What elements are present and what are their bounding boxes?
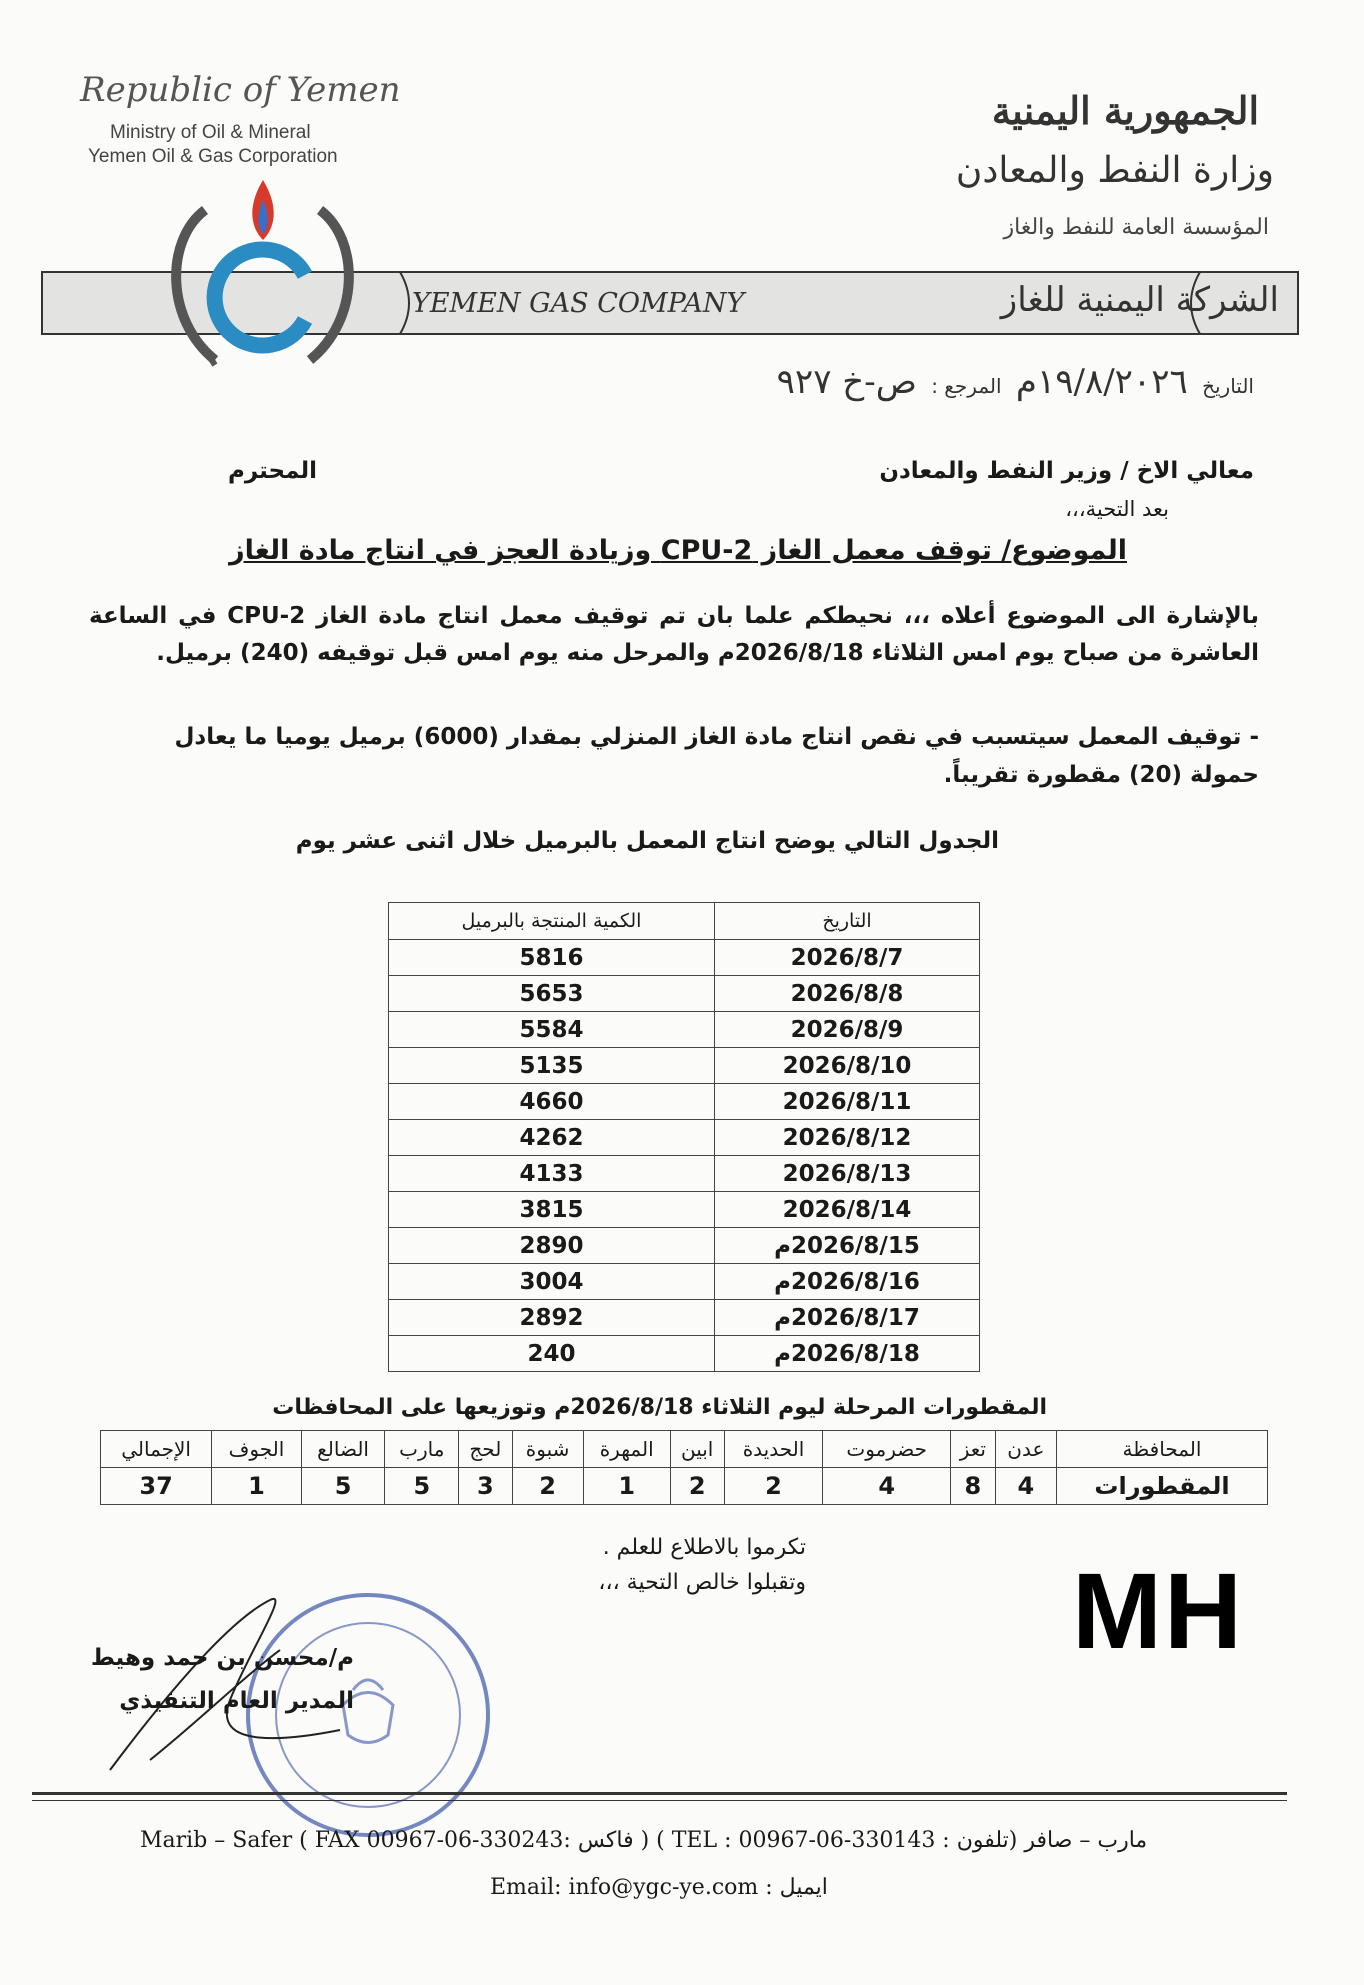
dist-header-cell: المحافظة (1056, 1431, 1267, 1468)
dist-header-cell: الجوف (212, 1431, 302, 1468)
subject-line: الموضوع/ توقف معمل الغاز CPU-2 وزيادة العجز في انتاج مادة الغاز (229, 535, 1127, 566)
row-date: 2026/8/12 (715, 1120, 980, 1156)
row-quantity: 3815 (389, 1192, 715, 1228)
table-row (389, 1300, 980, 1336)
bullet-mark: - (1249, 724, 1259, 750)
republic-script: Republic of Yemen (80, 70, 401, 110)
date-value: ١٩/٨/٢٠٢٦م (1015, 362, 1188, 402)
table-row (389, 1120, 980, 1156)
distribution-table (100, 1430, 1268, 1505)
table-row (389, 976, 980, 1012)
dist-value-cell: 3 (459, 1468, 512, 1505)
dist-value-cell: 5 (385, 1468, 459, 1505)
corporation-name-en: Yemen Oil & Gas Corporation (88, 146, 338, 167)
dist-value-cell: 2 (512, 1468, 583, 1505)
dist-header-cell: حضرموت (823, 1431, 951, 1468)
watermark-initials: MH (1072, 1550, 1244, 1671)
company-name-en: YEMEN GAS COMPANY (412, 288, 745, 319)
dist-value-cell: 4 (823, 1468, 951, 1505)
row-date: 2026/8/13 (715, 1156, 980, 1192)
reference-label: المرجع : (931, 374, 1002, 398)
signer-name: م/محسن بن حمد وهيط (90, 1645, 354, 1671)
row-quantity: 5653 (389, 976, 715, 1012)
dist-header-cell: الحديدة (724, 1431, 823, 1468)
row-quantity: 3004 (389, 1264, 715, 1300)
dist-value-cell: 8 (951, 1468, 996, 1505)
row-quantity: 5584 (389, 1012, 715, 1048)
dist-value-cell: 1 (212, 1468, 302, 1505)
table-row (389, 1228, 980, 1264)
footer-rule-thin (32, 1800, 1287, 1801)
row-quantity: 4660 (389, 1084, 715, 1120)
row-quantity: 4133 (389, 1156, 715, 1192)
production-table-header (389, 903, 980, 940)
row-quantity: 2892 (389, 1300, 715, 1336)
row-quantity: 5135 (389, 1048, 715, 1084)
dist-value-cell: 2 (724, 1468, 823, 1505)
row-date: 2026/8/18م (715, 1336, 980, 1372)
dist-value-cell: 37 (101, 1468, 212, 1505)
dist-value-cell: 5 (301, 1468, 385, 1505)
row-date: 2026/8/15م (715, 1228, 980, 1264)
footer-contact: Marib – Safer ( FAX 00967-06-330243: فاكس ) ( TEL : 00967-06-330143 : تلفون) مارب – صافر (140, 1828, 1148, 1853)
dist-value-cell: 1 (583, 1468, 670, 1505)
row-quantity: 2890 (389, 1228, 715, 1264)
dist-header-cell: ابين (670, 1431, 724, 1468)
ygc-logo (145, 170, 365, 380)
production-table (388, 902, 980, 1372)
dist-value-cell: 4 (995, 1468, 1056, 1505)
footer-rule (32, 1792, 1287, 1795)
dist-header-cell: لحج (459, 1431, 512, 1468)
dist-header-cell: مارب (385, 1431, 459, 1468)
closing-line-2: وتقبلوا خالص التحية ،،، (598, 1570, 806, 1595)
table-row (389, 1264, 980, 1300)
table-row (389, 1084, 980, 1120)
dist-value-cell: المقطورات (1056, 1468, 1267, 1505)
row-date: 2026/8/8 (715, 976, 980, 1012)
distribution-header-row (101, 1431, 1268, 1468)
bullet-text: توقيف المعمل سيتسبب في نقص انتاج مادة الغاز المنزلي بمقدار (6000) برميل يوميا ما يعادل حمولة (20) مقطورة تقريباً. (174, 724, 1259, 788)
row-date: 2026/8/9 (715, 1012, 980, 1048)
row-date: 2026/8/17م (715, 1300, 980, 1336)
body-paragraph: بالإشارة الى الموضوع أعلاه ،،، نحيطكم علما بان تم توقيف معمل انتاج مادة الغاز CPU-2 في الساعة العاشرة من صباح يوم امس الثلاثاء 2026/8/18م والمرحل منه يوم امس قبل توقيفه (240) برميل. (89, 603, 1259, 666)
date-reference-line (769, 362, 1254, 402)
table-row (389, 1048, 980, 1084)
signer-title: المدير العام التنفيذي (119, 1688, 354, 1714)
dist-header-cell: المهرة (583, 1431, 670, 1468)
footer-email: Email: info@ygc-ye.com : ايميل (490, 1875, 828, 1900)
row-date: 2026/8/11 (715, 1084, 980, 1120)
reference-value: ص-خ ٩٢٧ (776, 362, 917, 402)
table-row (389, 1012, 980, 1048)
header-quantity: الكمية المنتجة بالبرميل (389, 903, 715, 940)
republic-name-ar: الجمهورية اليمنية (991, 88, 1259, 133)
row-date: 2026/8/16م (715, 1264, 980, 1300)
production-table-caption: الجدول التالي يوضح انتاج المعمل بالبرميل خلال اثنى عشر يوم (295, 828, 999, 854)
respect-word: المحترم (228, 458, 318, 484)
dist-value-cell: 2 (670, 1468, 724, 1505)
row-quantity: 5816 (389, 940, 715, 976)
table-row (389, 1192, 980, 1228)
row-date: 2026/8/10 (715, 1048, 980, 1084)
dist-header-cell: شبوة (512, 1431, 583, 1468)
corporation-name-ar: المؤسسة العامة للنفط والغاز (1003, 215, 1269, 240)
dist-header-cell: عدن (995, 1431, 1056, 1468)
header-date: التاريخ (715, 903, 980, 940)
table-row (389, 940, 980, 976)
row-quantity: 4262 (389, 1120, 715, 1156)
bullet-point (129, 718, 1259, 794)
table-row (389, 1336, 980, 1372)
date-label: التاريخ (1202, 374, 1254, 398)
dist-header-cell: تعز (951, 1431, 996, 1468)
table-row (389, 1156, 980, 1192)
row-quantity: 240 (389, 1336, 715, 1372)
row-date: 2026/8/7 (715, 940, 980, 976)
distribution-value-row (101, 1468, 1268, 1505)
ministry-name-ar: وزارة النفط والمعادن (955, 150, 1274, 191)
greeting: بعد التحية،،، (1065, 497, 1169, 521)
dist-header-cell: الإجمالي (101, 1431, 212, 1468)
dist-header-cell: الضالع (301, 1431, 385, 1468)
ministry-name-en: Ministry of Oil & Mineral (110, 122, 311, 143)
company-name-ar: الشركة اليمنية للغاز (1000, 280, 1279, 320)
distribution-caption: المقطورات المرحلة ليوم الثلاثاء 2026/8/18م وتوزيعها على المحافظات (272, 1395, 1047, 1420)
addressee: معالي الاخ / وزير النفط والمعادن (879, 458, 1254, 484)
closing-line-1: تكرموا بالاطلاع للعلم . (602, 1535, 806, 1560)
row-date: 2026/8/14 (715, 1192, 980, 1228)
